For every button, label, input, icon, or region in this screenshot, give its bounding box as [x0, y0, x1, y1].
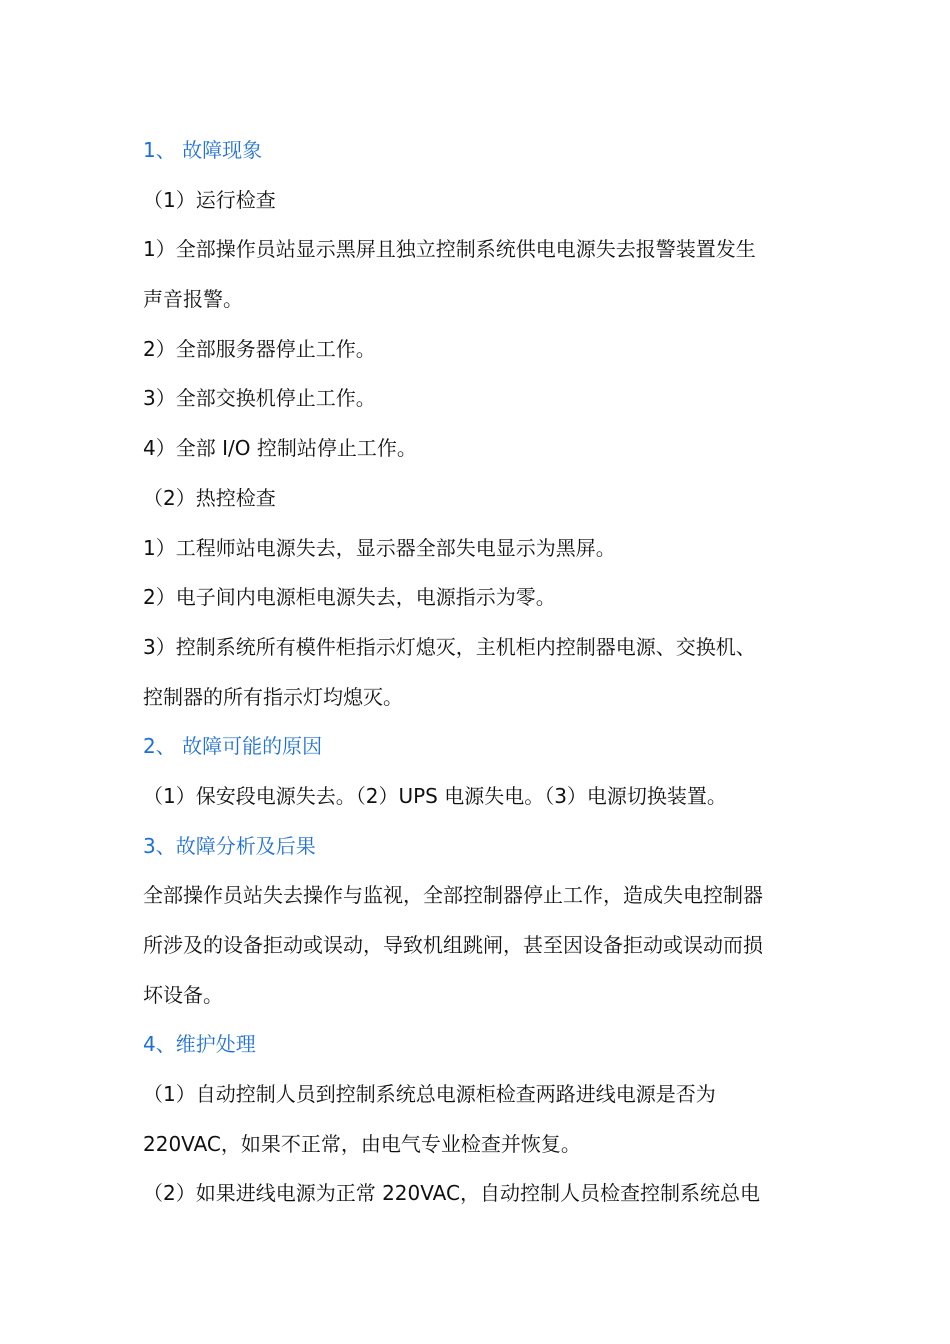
paragraph-line: 所涉及的设备拒动或误动，导致机组跳闸，甚至因设备拒动或误动而损	[143, 933, 763, 957]
paragraph-line: （2）如果进线电源为正常 220VAC，自动控制人员检查控制系统总电	[143, 1181, 760, 1206]
paragraph-line: 220VAC，如果不正常，由电气专业检查并恢复。	[143, 1131, 581, 1156]
paragraph-line: 2）电子间内电源柜电源失去，电源指示为零。	[143, 585, 556, 610]
section-heading-2: 2、 故障可能的原因	[143, 734, 323, 759]
paragraph-line: （2）热控检查	[143, 485, 276, 510]
paragraph-line: （1）保安段电源失去。（2）UPS 电源失电。（3）电源切换装置。	[143, 783, 727, 808]
paragraph-line: 声音报警。	[143, 287, 243, 312]
paragraph-line: 全部操作员站失去操作与监视，全部控制器停止工作，造成失电控制器	[143, 883, 763, 908]
paragraph-line: 2）全部服务器停止工作。	[143, 336, 376, 361]
paragraph-line: 坏设备。	[143, 982, 223, 1007]
paragraph-line: 1）全部操作员站显示黑屏且独立控制系统供电电源失去报警装置发生	[143, 237, 756, 262]
paragraph-line: 3）全部交换机停止工作。	[143, 386, 376, 411]
paragraph-line: 控制器的所有指示灯均熄灭。	[143, 684, 403, 709]
document-page	[143, 126, 813, 1219]
paragraph-line: （1）运行检查	[143, 187, 276, 212]
paragraph-line: 4）全部 I/O 控制站停止工作。	[143, 436, 417, 461]
paragraph-line: 1）工程师站电源失去，显示器全部失电显示为黑屏。	[143, 535, 616, 560]
section-heading-1: 1、 故障现象	[143, 138, 263, 162]
section-heading-3: 3、故障分析及后果	[143, 833, 316, 858]
section-heading-4: 4、维护处理	[143, 1032, 256, 1057]
paragraph-line: 3）控制系统所有模件柜指示灯熄灭，主机柜内控制器电源、交换机、	[143, 634, 756, 659]
paragraph-line: （1）自动控制人员到控制系统总电源柜检查两路进线电源是否为	[143, 1082, 716, 1107]
